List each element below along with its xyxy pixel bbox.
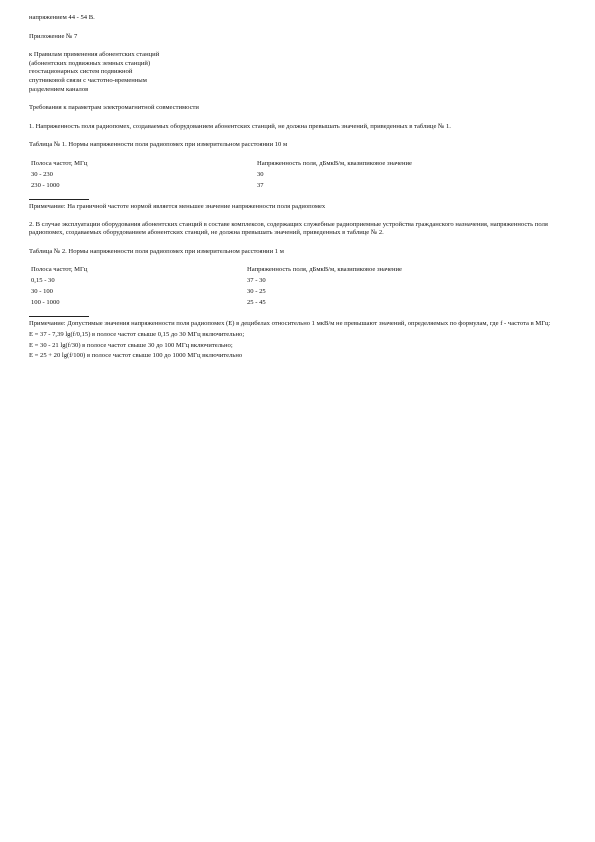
appendix-subtitle-line: разделением каналов [29, 85, 89, 93]
table-cell: 30 [257, 170, 264, 178]
paragraph-1: 1. Напряженность поля радиопомех, создаваемых оборудованием абонентских станций, не должна превышать значений, приведенных в таблице № 1. [29, 122, 451, 130]
table-cell: 30 - 100 [31, 288, 53, 296]
appendix-subtitle-line: спутниковой связи с частотно-временным [29, 76, 147, 84]
table-row [29, 171, 565, 182]
table-cell: 0,15 - 30 [31, 277, 55, 285]
table-header-row [29, 160, 565, 171]
table-row [29, 288, 565, 299]
appendix-title: Приложение № 7 [29, 32, 78, 40]
table-row [29, 182, 565, 193]
table-1-caption: Таблица № 1. Нормы напряженности поля радиопомех при измерительном расстоянии 10 м [29, 141, 288, 149]
footnote-divider [29, 316, 89, 317]
note-1: Примечание: На граничной частоте нормой является меньшее значение напряженности поля радиопомех [29, 202, 326, 210]
header-fragment: напряжением 44 - 54 В. [29, 14, 95, 21]
table-cell: 100 - 1000 [31, 299, 60, 307]
table-header-cell: Напряженность поля, дБмкВ/м, квазипиковое значение [257, 159, 412, 167]
appendix-subtitle-line: (абонентских подвижных земных станций) [29, 59, 151, 67]
paragraph-2: 2. В случае эксплуатации оборудования абонентских станций в составе комплексов, содержащих служебные радиоприемные устройства гражданского назначения, напряженность поля радиопомех, создаваемых оборудованием абонентских станций, не должна превышать значений, приведенных в таблице № 2. [29, 220, 548, 237]
table-2 [29, 266, 565, 310]
formula-line: E = 37 - 7,39 lg(f/0,15) в полосе частот свыше 0,15 до 30 МГц включительно; [29, 330, 245, 338]
table-header-cell: Полоса частот, МГц [31, 266, 88, 274]
table-row [29, 299, 565, 310]
table-header-cell: Напряженность поля, дБмкВ/м, квазипиковое значение [247, 266, 402, 274]
footnote-divider [29, 199, 89, 200]
document-page [29, 14, 565, 361]
table-2-caption: Таблица № 2. Нормы напряженности поля радиопомех при измерительном расстоянии 1 м [29, 247, 284, 255]
table-header-row [29, 266, 565, 277]
table-row [29, 277, 565, 288]
appendix-subtitle-line: к Правилам применения абонентских станций [29, 51, 160, 59]
table-cell: 230 - 1000 [31, 181, 60, 189]
appendix-subtitle-line: геостационарных систем подвижной [29, 68, 133, 76]
formula-line: E = 30 - 21 lg(f/30) в полосе частот свыше 30 до 100 МГц включительно; [29, 341, 233, 349]
table-cell: 25 - 45 [247, 299, 266, 307]
table-header-cell: Полоса частот, МГц [31, 159, 88, 167]
appendix-subtitle [29, 51, 565, 94]
formula-line: E = 25 + 20 lg(f/100) в полосе частот свыше 100 до 1000 МГц включительно [29, 352, 243, 360]
requirements-heading: Требования к параметрам электромагнитной совместимости [29, 104, 199, 112]
table-1 [29, 160, 565, 193]
table-cell: 30 - 25 [247, 288, 266, 296]
table-cell: 30 - 230 [31, 170, 53, 178]
table-cell: 37 [257, 181, 264, 189]
note-2: Примечание: Допустимые значения напряженности поля радиопомех (Е) в децибелах относительно 1 мкВ/м не превышают значений, определяемых по формулам, где f - частота в МГц: [29, 320, 551, 328]
table-cell: 37 - 30 [247, 277, 266, 285]
